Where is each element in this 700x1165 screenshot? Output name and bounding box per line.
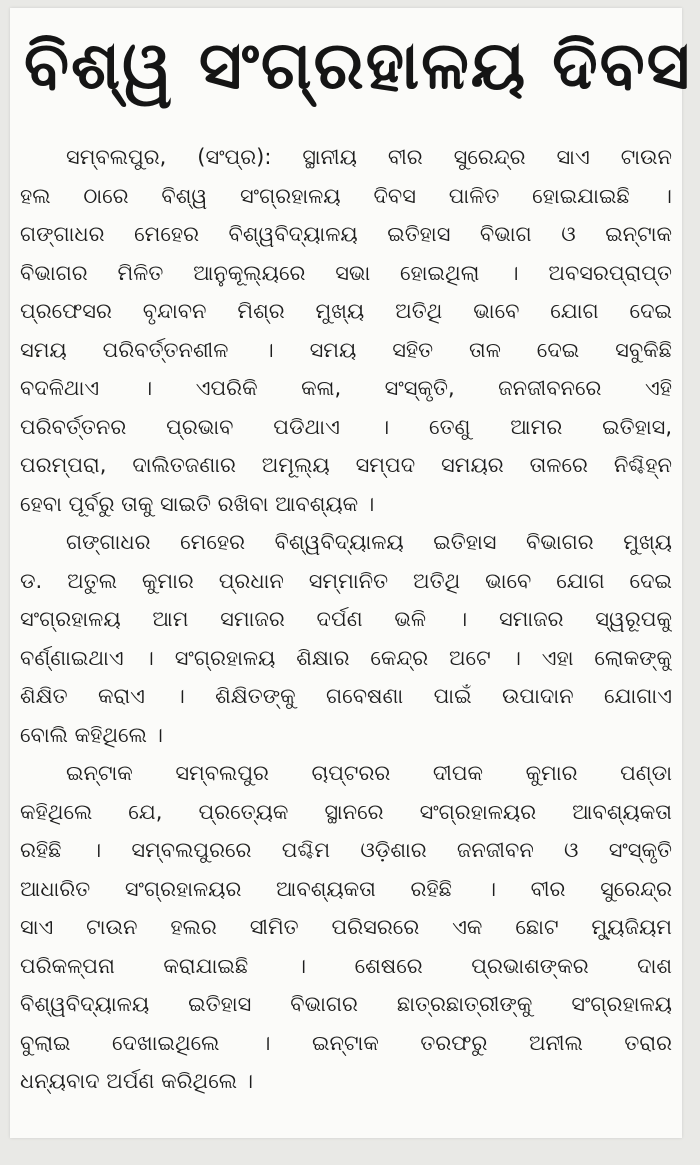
text-line: ସମ୍ବଲପୁର, (ସଂପ୍ର): ସ୍ଥାନୀୟ ବୀର ସୁରେନ୍ଦ୍ର ସାଏ ଟାଉନ xyxy=(66,145,672,169)
newspaper-clipping xyxy=(10,8,692,1138)
text-line: ବୋଲି କହିଥିଲେ । xyxy=(20,722,163,747)
text-line: ପ୍ରଫେସର ବୃନ୍ଦାବନ ମିଶ୍ର ମୁଖ୍ୟ ଅତିଥି ଭାବେ ଯୋଗ ଦେଇ xyxy=(20,299,672,323)
text-line: ବୁଲାଇ ଦେଖାଇଥିଲେ । ଇନ୍‌ଟାକ ତରଫରୁ ଅନୀଲ ତରାର xyxy=(20,1030,672,1055)
text-line: ସାଏ ଟାଉନ ହଲର ସୀମିତ ପରିସରରେ ଏକ ଛୋଟ ମ୍ୟୁଜିୟମ xyxy=(20,915,672,939)
headline: ବିଶ୍ୱ ସଂଗ୍ରହାଳୟ ଦିବସ xyxy=(24,27,692,104)
paragraph-1 xyxy=(20,138,672,523)
text-line: ବିଭାଗର ମିଳିତ ଆନୁକୂଲ୍ୟରେ ସଭା ହୋଇଥିଲା । ଅବସରପ୍ରାପ୍ତ xyxy=(20,260,672,285)
text-line: ଗଙ୍ଗାଧର ମେହେର ବିଶ୍ୱବିଦ୍ୟାଳୟ ଇତିହାସ ବିଭାଗ ଓ ଇନ୍‌ଟାକ xyxy=(20,222,672,246)
text-line: ଡ. ଅତୁଲ କୁମାର ପ୍ରଧାନ ସମ୍ମାନିତ ଅତିଥି ଭାବେ ଯୋଗ ଦେଇ xyxy=(20,568,672,593)
text-line: ବଦଳିଥାଏ । ଏପରିକି କଳା, ସଂସ୍କୃତି, ଜନଜୀବନରେ ଏହି xyxy=(20,376,672,400)
text-line: ପରମ୍ପରା, ଦାଲିତଜଣାର ଅମୂଲ୍ୟ ସମ୍ପଦ ସମୟର ତାଳରେ ନିଶ୍ଚିହ୍ନ xyxy=(20,453,672,477)
paragraph-2 xyxy=(20,523,672,754)
text-line: ବର୍ଣ୍ଣାଇଥାଏ । ସଂଗ୍ରହାଳୟ ଶିକ୍ଷାର କେନ୍ଦ୍ର ଅଟେ । ଏହା ଲୋକଙ୍କୁ xyxy=(20,645,672,670)
text-line: ଶିକ୍ଷିତ କରାଏ । ଶିକ୍ଷିତଙ୍କୁ ଗବେଷଣା ପାଇଁ ଉପାଦାନ ଯୋଗାଏ xyxy=(20,684,672,708)
article-body xyxy=(20,138,672,1101)
text-line: ଆଧାରିତ ସଂଗ୍ରହାଳୟର ଆବଶ୍ୟକତା ରହିଛି । ବୀର ସୁରେନ୍ଦ୍ର xyxy=(20,876,672,901)
text-line: ପରିକଳ୍ପନା କରାଯାଇଛି । ଶେଷରେ ପ୍ରଭାଶଙ୍କର ଦାଶ xyxy=(20,953,672,978)
text-line: ଇନ୍‌ଟାକ ସମ୍ବଲପୁର ଚାପ୍ଟରର ଦୀପକ କୁମାର ପଣ୍ଡା xyxy=(66,761,672,785)
text-line: କହିଥିଲେ ଯେ, ପ୍ରତ୍ୟେକ ସ୍ଥାନରେ ସଂଗ୍ରହାଳୟର ଆବଶ୍ୟକତା xyxy=(20,799,672,824)
text-line: ସଂଗ୍ରହାଳୟ ଆମ ସମାଜର ଦର୍ପଣ ଭଳି । ସମାଜର ସ୍ୱରୂପକୁ xyxy=(20,607,672,631)
text-line: ରହିଛି । ସମ୍ବଲପୁରରେ ପଶ୍ଚିମ ଓଡ଼ିଶାର ଜନଜୀବନ ଓ ସଂସ୍କୃତି xyxy=(20,838,672,862)
text-line: ହେବା ପୂର୍ବରୁ ତାକୁ ସାଇତି ରଖିବା ଆବଶ୍ୟକ । xyxy=(20,491,375,516)
text-line: ସମୟ ପରିବର୍ତ୍ତନଶୀଳ । ସମୟ ସହିତ ତାଳ ଦେଇ ସବୁକିଛି xyxy=(20,337,672,362)
paragraph-3 xyxy=(20,754,672,1101)
text-line: ପରିବର୍ତ୍ତନର ପ୍ରଭାବ ପଡିଥାଏ । ତେଣୁ ଆମର ଇତିହାସ, xyxy=(20,414,672,439)
text-line: ଗଙ୍ଗାଧର ମେହେର ବିଶ୍ୱବିଦ୍ୟାଳୟ ଇତିହାସ ବିଭାଗର ମୁଖ୍ୟ xyxy=(66,530,672,554)
text-line: ହଲ ଠାରେ ବିଶ୍ୱ ସଂଗ୍ରହାଳୟ ଦିବସ ପାଳିତ ହୋଇଯାଇଛି । xyxy=(20,183,672,208)
text-line: ବିଶ୍ୱବିଦ୍ୟାଳୟ ଇତିହାସ ବିଭାଗର ଛାତ୍ରଛାତ୍ରୀଙ୍କୁ ସଂଗ୍ରହାଳୟ xyxy=(20,992,672,1016)
text-line: ଧନ୍ୟବାଦ ଅର୍ପଣ କରିଥିଲେ । xyxy=(20,1069,254,1093)
